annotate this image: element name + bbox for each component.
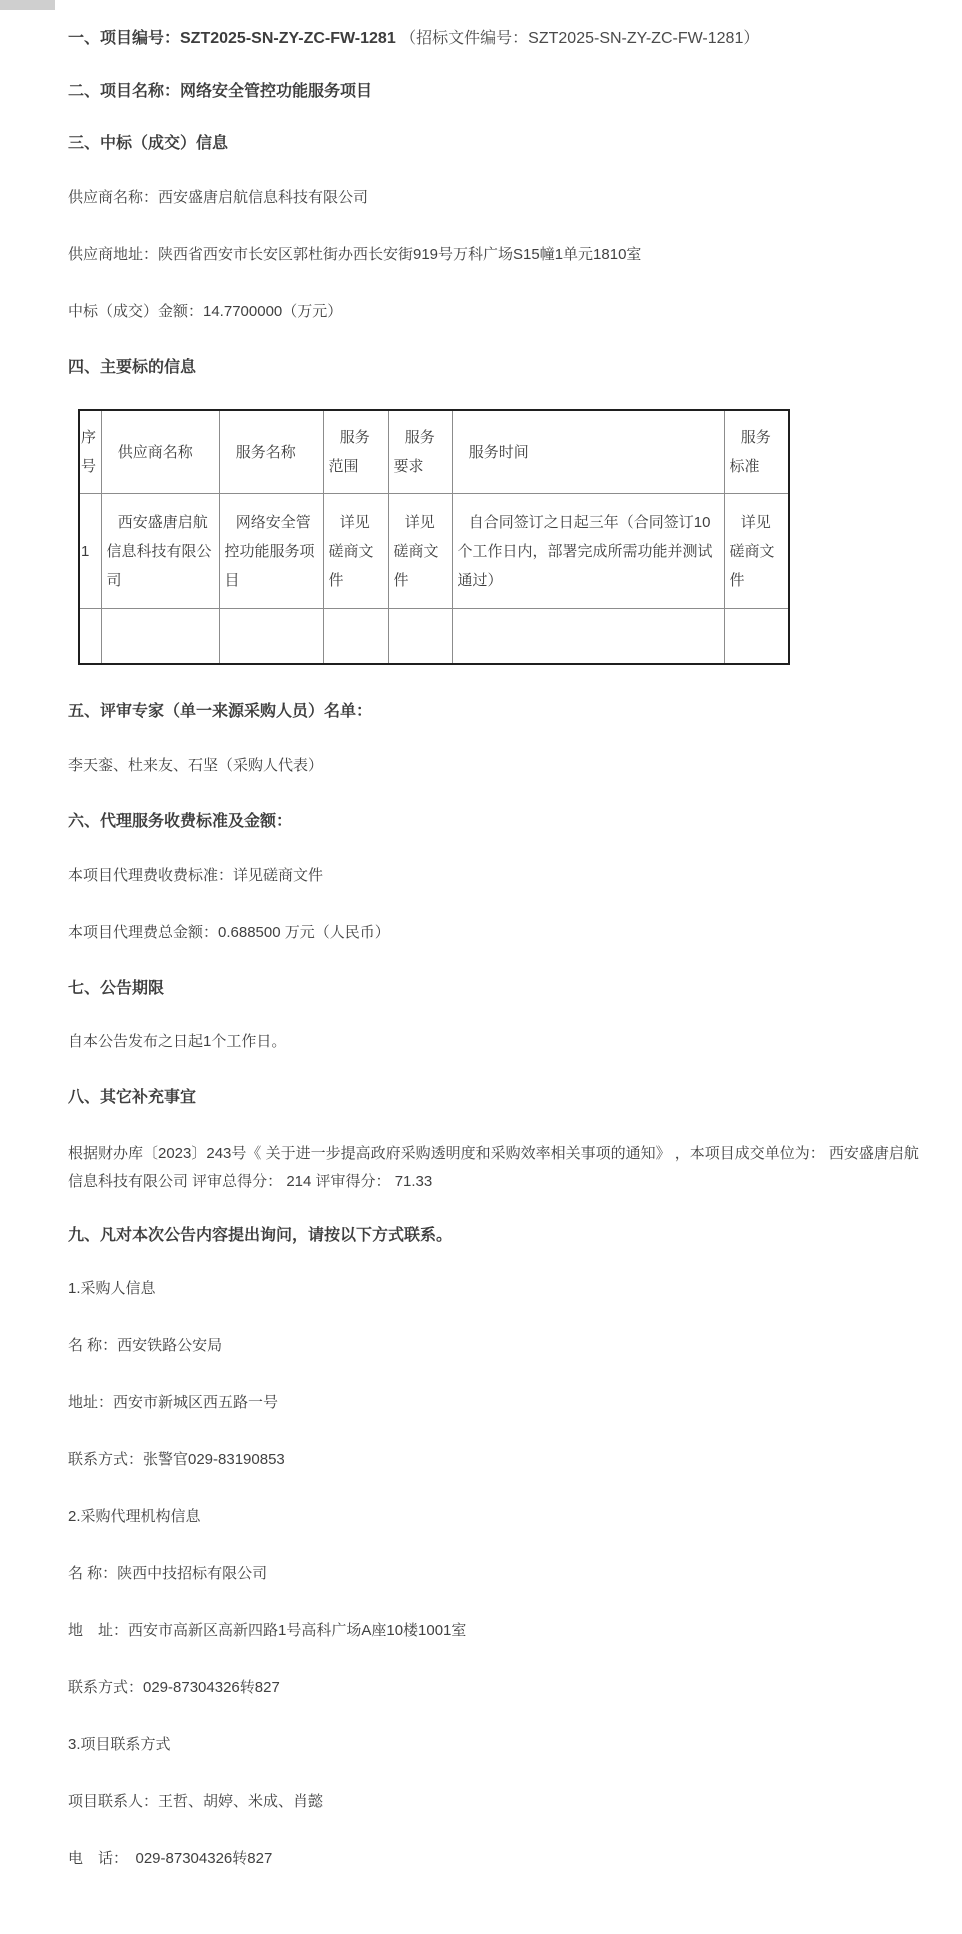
cell-empty	[323, 609, 388, 665]
agency-fee-total-line: 本项目代理费总金额：0.688500 万元（人民币）	[68, 923, 390, 941]
project-contact-phone-line: 电 话： 029-87304326转827	[68, 1850, 273, 1868]
header-service-standard: 服务标准	[724, 410, 789, 494]
experts-list-line: 李天銮、杜来友、石坚（采购人代表）	[68, 756, 324, 774]
table-row	[79, 494, 789, 609]
agency-contact-line: 联系方式：029-87304326转827	[68, 1679, 280, 1697]
cell-empty	[219, 609, 323, 665]
award-amount-line: 中标（成交）金额：14.7700000（万元）	[68, 302, 343, 320]
section-project-number	[68, 28, 920, 50]
cell-seq: 1	[79, 494, 101, 609]
cell-service-name: 网络安全管控功能服务项目	[219, 494, 323, 609]
subject-info-table	[78, 409, 790, 665]
tender-doc-number: （招标文件编号：SZT2025-SN-ZY-ZC-FW-1281）	[395, 30, 760, 47]
section-announcement-period-heading: 七、公告期限	[68, 979, 165, 997]
purchaser-contact-line: 联系方式：张警官029-83190853	[68, 1451, 285, 1469]
header-service-time: 服务时间	[452, 410, 724, 494]
purchaser-name-line: 名 称：西安铁路公安局	[68, 1337, 223, 1355]
cell-supplier-name: 西安盛唐启航信息科技有限公司	[101, 494, 219, 609]
agency-info-label: 2.采购代理机构信息	[68, 1508, 201, 1526]
section-agency-fee-heading: 六、代理服务收费标准及金额：	[68, 812, 293, 830]
header-supplier-name: 供应商名称	[101, 410, 219, 494]
agency-address-line: 地 址：西安市高新区高新四路1号高科广场A座10楼1001室	[68, 1622, 467, 1640]
purchaser-info-label: 1.采购人信息	[68, 1280, 156, 1298]
supplier-name-line: 供应商名称：西安盛唐启航信息科技有限公司	[68, 188, 369, 206]
header-service-scope: 服务范围	[323, 410, 388, 494]
project-contact-label: 3.项目联系方式	[68, 1736, 171, 1754]
project-number-bold: 一、项目编号：SZT2025-SN-ZY-ZC-FW-1281	[68, 30, 396, 47]
purchaser-address-line: 地址：西安市新城区西五路一号	[68, 1394, 279, 1412]
section-award-info-heading: 三、中标（成交）信息	[68, 135, 229, 153]
section-subject-info-heading: 四、主要标的信息	[68, 358, 197, 376]
cell-empty	[388, 609, 452, 665]
agency-fee-standard-line: 本项目代理费收费标准：详见磋商文件	[68, 866, 324, 884]
supplementary-paragraph: 根据财办库〔2023〕243号《 关于进一步提高政府采购透明度和采购效率相关事项的通知》 ，本项目成交单位为： 西安盛唐启航信息科技有限公司 评审总得分： 214 评审得分： 71.33	[68, 1144, 919, 1191]
cell-service-scope: 详见磋商文件	[323, 494, 388, 609]
cell-service-standard: 详见磋商文件	[724, 494, 789, 609]
section-supplementary-heading: 八、其它补充事宜	[68, 1089, 197, 1107]
section-contact-heading: 九、凡对本次公告内容提出询问，请按以下方式联系。	[68, 1226, 453, 1244]
table-header-row	[79, 410, 789, 494]
section-project-name: 二、项目名称：网络安全管控功能服务项目	[68, 82, 373, 100]
section-experts-heading: 五、评审专家（单一来源采购人员）名单：	[68, 703, 373, 721]
cell-empty	[724, 609, 789, 665]
supplier-address-line: 供应商地址：陕西省西安市长安区郭杜街办西长安街919号万科广场S15幢1单元1810室	[68, 245, 642, 263]
page-edge-strip	[0, 0, 55, 10]
project-contact-persons-line: 项目联系人：王哲、胡婷、米成、肖懿	[68, 1793, 324, 1811]
header-service-name: 服务名称	[219, 410, 323, 494]
cell-empty	[452, 609, 724, 665]
agency-name-line: 名 称：陕西中技招标有限公司	[68, 1565, 268, 1583]
cell-service-time: 自合同签订之日起三年（合同签订10个工作日内，部署完成所需功能并测试通过）	[452, 494, 724, 609]
header-seq: 序号	[79, 410, 101, 494]
table-empty-row	[79, 609, 789, 665]
cell-empty	[79, 609, 101, 665]
cell-empty	[101, 609, 219, 665]
cell-service-requirement: 详见磋商文件	[388, 494, 452, 609]
header-service-requirement: 服务要求	[388, 410, 452, 494]
announcement-period-line: 自本公告发布之日起1个工作日。	[68, 1033, 287, 1051]
